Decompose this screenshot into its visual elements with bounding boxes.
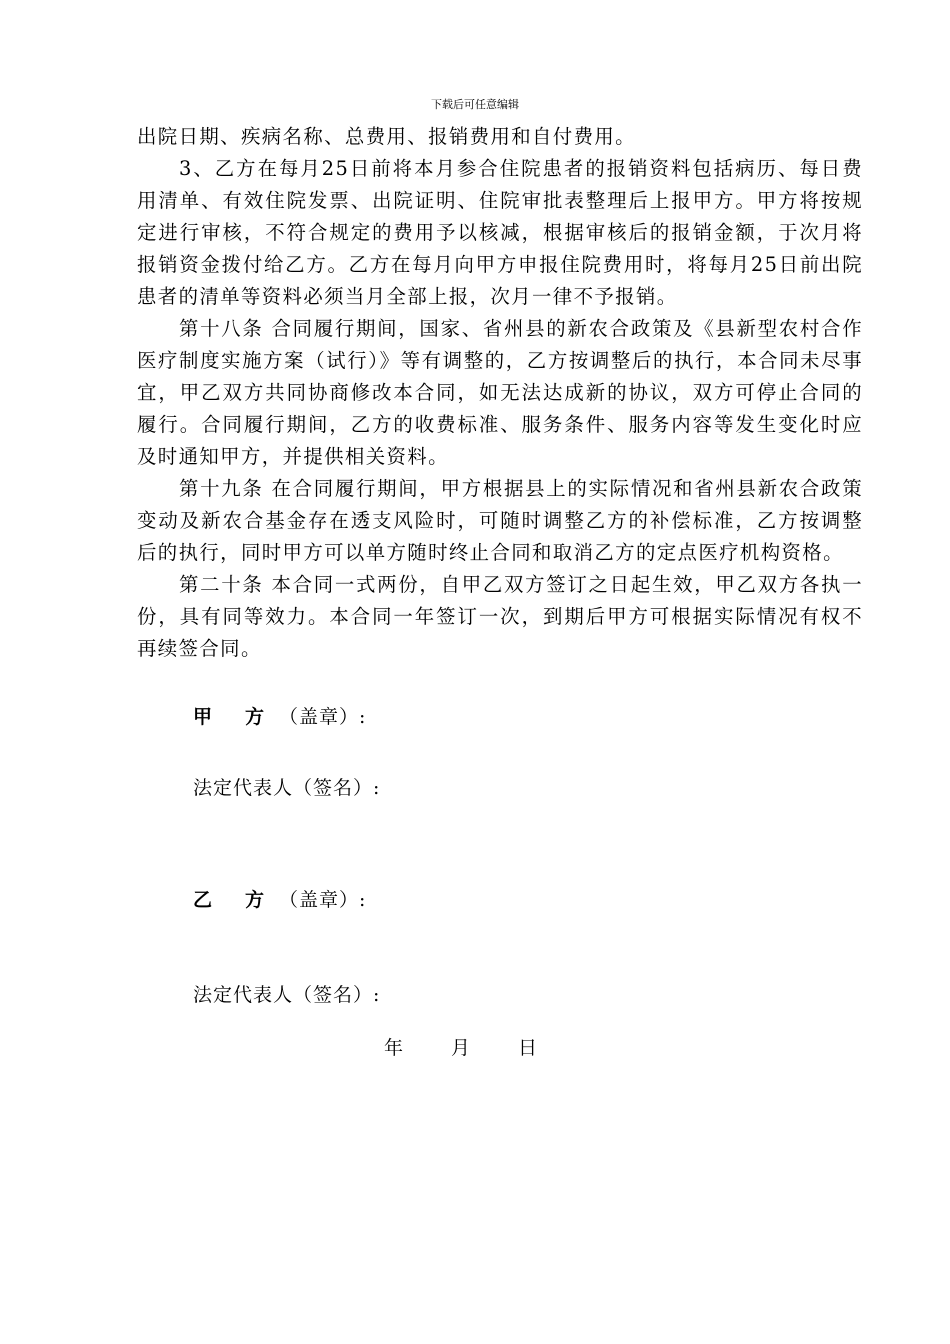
paragraph-item-3: 3、乙方在每月25日前将本月参合住院患者的报销资料包括病历、每日费用清单、有效住院发票、出院证明、住院审批表整理后上报甲方。甲方将按规定进行审核，不符合规定的费用予以核减，根据审核后的报销金额，于次月将报销资金拨付给乙方。乙方在每月向甲方申报住院费用时，将每月25日前出院患者的清单等资料必须当月全部上报，次月一律不予报销。: [137, 157, 863, 308]
paragraph-article-20: 第二十条 本合同一式两份，自甲乙双方签订之日起生效，甲乙双方各执一份，具有同等效力。本合同一年签订一次，到期后甲方可根据实际情况有权不再续签合同。: [137, 573, 863, 660]
party-b-label: 乙 方: [193, 889, 265, 911]
paragraph-article-18: 第十八条 合同履行期间，国家、省州县的新农合政策及《县新型农村合作医疗制度实施方案（试行）》等有调整的，乙方按调整后的执行，本合同未尽事宜，甲乙双方共同协商修改本合同，如无法达成新的协议，双方可停止合同的履行。合同履行期间，乙方的收费标准、服务条件、服务内容等发生变化时应及时通知甲方，并提供相关资料。: [137, 317, 863, 468]
paragraph-continuation: 出院日期、疾病名称、总费用、报销费用和自付费用。: [137, 125, 636, 148]
paragraph-article-19: 第十九条 在合同履行期间，甲方根据县上的实际情况和省州县新农合政策变动及新农合基金存在透支风险时，可随时调整乙方的补偿标准，乙方按调整后的执行，同时甲方可以单方随时终止合同和取消乙方的定点医疗机构资格。: [137, 477, 863, 564]
date-month-label: 月: [451, 1037, 471, 1059]
party-a-label: 甲 方: [193, 706, 265, 728]
party-b-seal-line: [193, 887, 366, 913]
header-note: 下载后可任意编辑: [431, 98, 519, 111]
party-a-representative-line: 法定代表人（签名）:: [193, 777, 381, 799]
party-b-seal-label: （盖章）:: [279, 889, 367, 911]
party-b-representative-line: 法定代表人（签名）:: [193, 984, 381, 1006]
contract-body: [137, 121, 863, 665]
date-day-label: 日: [518, 1037, 538, 1059]
signing-date: [384, 1035, 537, 1061]
party-a-seal-line: [193, 704, 366, 730]
date-year-label: 年: [384, 1037, 404, 1059]
party-a-seal-label: （盖章）:: [279, 706, 367, 728]
